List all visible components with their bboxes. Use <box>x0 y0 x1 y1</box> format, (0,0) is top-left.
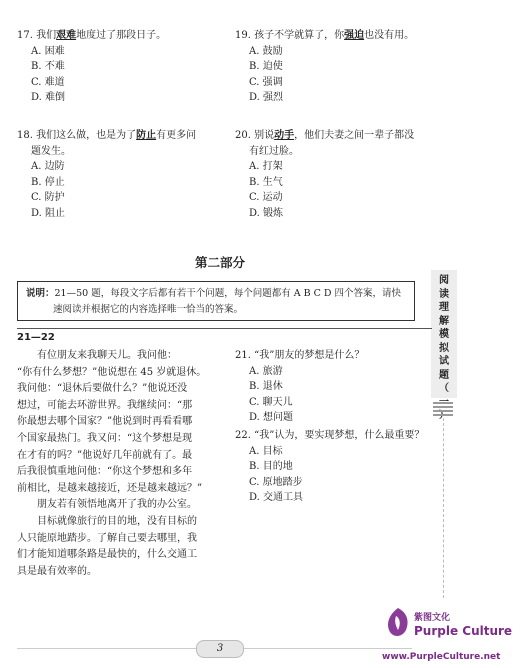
instructions-text: 21—50 题，每段文字后都有若干个问题，每个问题都有 A B C D 四个答案，请快 <box>54 288 402 299</box>
passage-line: 朋友若有领悟地离开了我的办公室。 <box>37 499 197 511</box>
option-b[interactable]: B. 退休 <box>249 381 283 392</box>
question-number: 17. <box>17 30 33 41</box>
option-a[interactable]: A. 困难 <box>31 45 65 57</box>
option-b[interactable]: B. 不难 <box>31 61 65 72</box>
option-c[interactable]: C. 聊天儿 <box>249 396 293 408</box>
side-tab-char: 读 <box>439 288 449 300</box>
cut-line <box>443 418 444 598</box>
option-b[interactable]: B. 生气 <box>249 176 283 188</box>
side-tab-char: 模 <box>439 329 449 340</box>
option-d[interactable]: D. 难倒 <box>31 92 66 103</box>
stem-continuation: 题发生。 <box>31 145 71 157</box>
side-tab-char: （ <box>439 383 449 394</box>
instructions-line-2: 速阅读并根据它的内容选择唯一恰当的答案。 <box>53 304 244 315</box>
question-17-stem <box>17 28 166 44</box>
side-tab-bars <box>433 402 453 418</box>
question-20-stem <box>235 128 414 144</box>
option-b[interactable]: B. 停止 <box>31 176 65 188</box>
question-number: 19. <box>235 30 251 41</box>
instructions-label: 说明： <box>26 288 55 299</box>
question-20 <box>235 128 414 221</box>
passage-line: 后我很慎重地问他：“你这个梦想和多年 <box>17 466 193 478</box>
option-d[interactable]: D. 想问题 <box>249 412 294 423</box>
passage-line: 人只能原地踏步。了解自己要去哪里，我 <box>17 532 197 544</box>
question-21 <box>235 348 364 426</box>
passage-paragraph-1 <box>17 348 222 497</box>
stem-text: 也没有用。 <box>364 30 415 41</box>
passage-line: 前相比，是越来越接近，还是越来越远？” <box>17 482 203 494</box>
instructions-box <box>17 281 415 321</box>
question-19-stem <box>235 28 414 44</box>
passage-line: 我问他：“退休后要做什么？”他说还没 <box>17 383 188 395</box>
stem-text: “我”朋友的梦想是什么？ <box>254 350 365 361</box>
stem-text: 我们这么做，也是为了 <box>36 130 137 141</box>
question-18-stem <box>17 128 196 144</box>
option-c[interactable]: C. 难道 <box>31 76 65 88</box>
option-a[interactable]: A. 鼓励 <box>249 45 283 57</box>
passage-paragraph-3 <box>17 514 222 580</box>
passage-paragraph-2 <box>17 497 222 514</box>
logo-english-text: Purple Culture <box>414 624 513 638</box>
passage-line: 想过，可能去环游世界。我继续问：“那 <box>17 399 193 411</box>
stem-text: 别说 <box>254 130 275 141</box>
option-a[interactable]: A. 目标 <box>249 445 283 457</box>
passage-line: “你有什么梦想？”他说想在 45 岁就退休。 <box>17 366 207 378</box>
question-21-stem <box>235 348 364 364</box>
question-17 <box>17 28 166 106</box>
question-22 <box>235 428 424 506</box>
target-word: 防止 <box>136 130 157 141</box>
option-a[interactable]: A. 旅游 <box>249 365 283 377</box>
reading-passage <box>17 348 222 580</box>
option-d[interactable]: D. 交通工具 <box>249 492 304 503</box>
passage-line: 在才有的吗？”他说好几年前就有了。最 <box>17 449 193 461</box>
option-c[interactable]: C. 防护 <box>31 192 65 203</box>
question-number: 22. <box>235 430 251 441</box>
passage-line: 们才能知道哪条路是最快的，什么交通工 <box>17 549 197 561</box>
question-18 <box>17 128 196 221</box>
group-number: 21—22 <box>17 332 55 343</box>
stem-text: 孩子不学就算了，你 <box>254 30 345 41</box>
side-tab-char: 阅 <box>439 275 449 286</box>
option-c[interactable]: C. 原地踏步 <box>249 476 303 488</box>
option-b[interactable]: B. 目的地 <box>249 461 293 472</box>
side-bar <box>433 406 453 408</box>
passage-line: 具是最有效率的。 <box>17 565 97 577</box>
question-number: 18. <box>17 130 33 141</box>
purple-culture-logo-icon <box>384 606 412 640</box>
page-number: 3 <box>196 640 244 658</box>
passage-line: 目标就像旅行的目的地，没有目标的 <box>37 515 197 527</box>
option-b[interactable]: B. 迫使 <box>249 61 283 72</box>
question-number: 20. <box>235 130 251 141</box>
option-c[interactable]: C. 强调 <box>249 76 283 88</box>
side-tab-char: 试 <box>439 356 449 367</box>
stem-continuation: 有红过脸。 <box>249 145 299 157</box>
passage-line: 有位朋友来我聊天儿。我问他： <box>37 350 177 361</box>
section-divider <box>17 328 432 329</box>
side-bar <box>433 402 453 404</box>
option-d[interactable]: D. 强烈 <box>249 92 284 103</box>
side-tab-char: 题 <box>439 369 449 381</box>
logo-chinese-text: 紫图文化 <box>414 613 451 623</box>
option-a[interactable]: A. 打架 <box>249 161 283 172</box>
section-title: 第二部分 <box>194 255 245 270</box>
question-22-stem <box>235 428 424 444</box>
side-tab-char: 解 <box>439 315 449 327</box>
side-tab-char: 理 <box>439 302 449 313</box>
side-bar <box>433 410 453 412</box>
question-number: 21. <box>235 350 251 361</box>
option-c[interactable]: C. 运动 <box>249 192 283 203</box>
logo-url: www.PurpleCulture.net <box>382 652 501 662</box>
stem-text: 我们 <box>36 30 57 41</box>
stem-text: “我”认为，要实现梦想，什么最重要？ <box>254 430 425 441</box>
side-bar <box>433 414 453 416</box>
stem-text: 有更多问 <box>156 130 197 141</box>
target-word: 强迫 <box>344 30 365 41</box>
stem-text: 地度过了那段日子。 <box>76 30 167 41</box>
passage-line: 你最想去哪个国家？”他说到时再看看哪 <box>17 416 193 428</box>
passage-line: 个国家最热门。我又问：“这个梦想是现 <box>17 432 193 444</box>
side-tab <box>431 270 457 398</box>
option-d[interactable]: D. 阻止 <box>31 207 66 219</box>
question-19 <box>235 28 414 106</box>
side-tab-char: 拟 <box>439 342 449 354</box>
instructions-line-1 <box>26 286 406 302</box>
option-d[interactable]: D. 锻炼 <box>249 207 284 219</box>
option-a[interactable]: A. 边防 <box>31 161 65 172</box>
stem-text: ，他们夫妻之间一辈子都没 <box>294 130 415 141</box>
target-word: 动手 <box>274 130 295 141</box>
target-word: 艰难 <box>56 30 77 41</box>
